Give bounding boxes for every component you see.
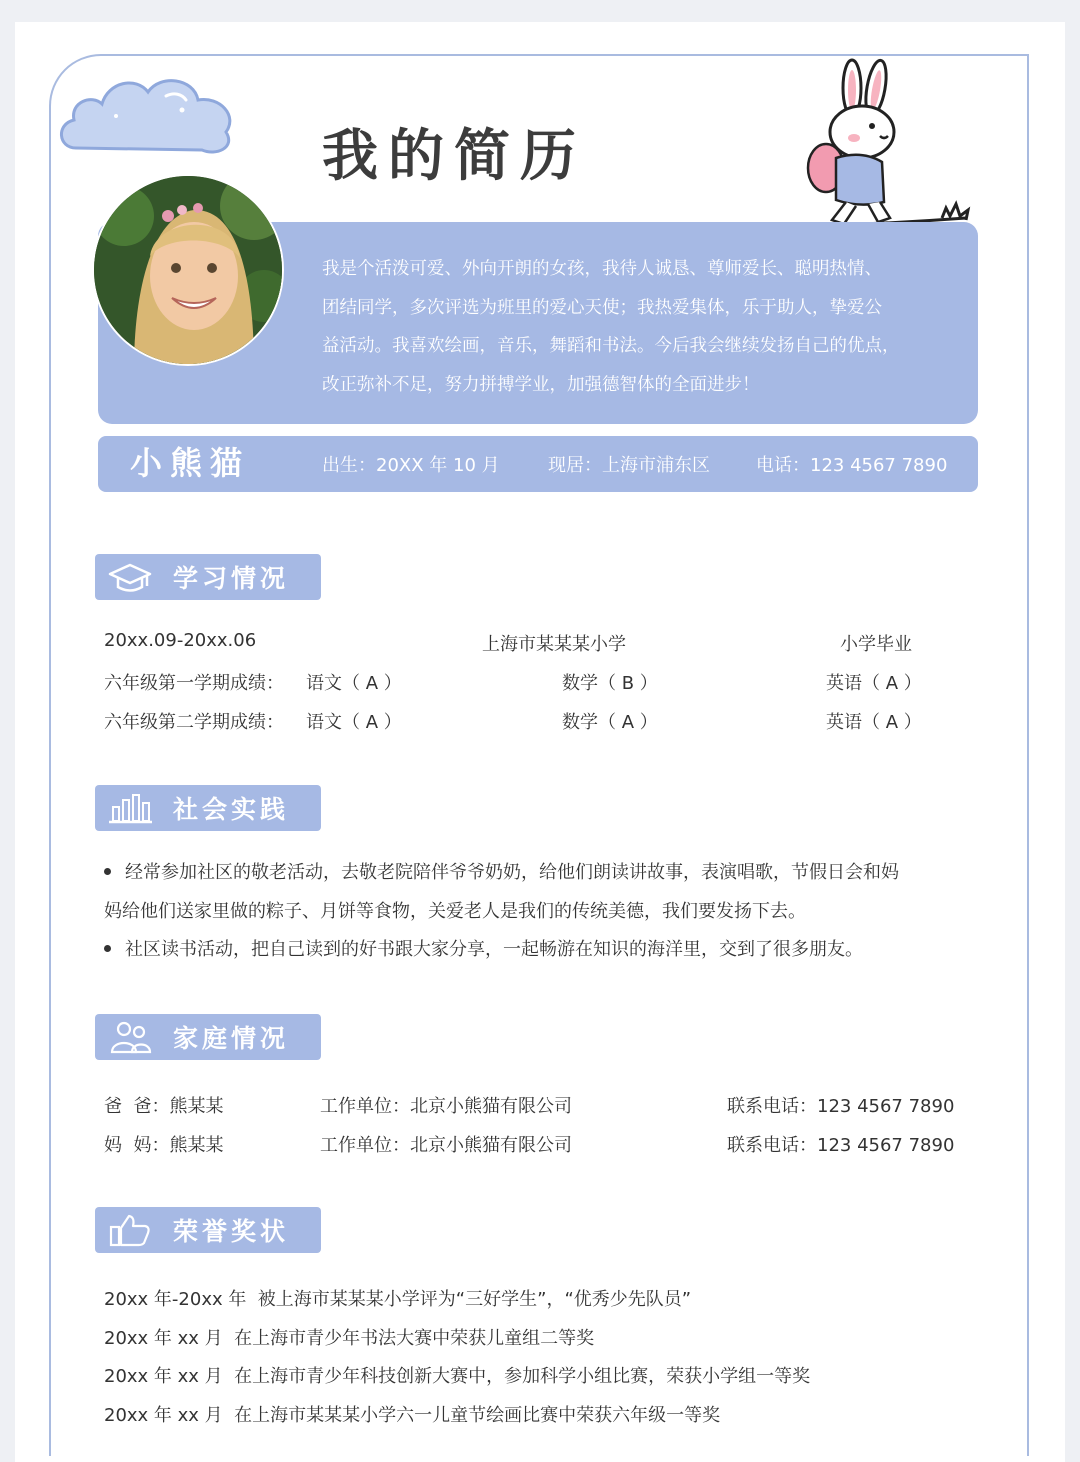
grade-chinese: 语文（ A ） — [306, 712, 402, 733]
honor-item: 20xx 年-20xx 年 被上海市某某某小学评为“三好学生”，“优秀少先队员” — [104, 1289, 692, 1310]
family-phone: 联系电话：123 4567 7890 — [727, 1135, 955, 1156]
intro-line: 我是个活泼可爱、外向开朗的女孩，我待人诚恳、尊师爱长、聪明热情、 — [322, 259, 882, 279]
birth-info: 出生：20XX 年 10 月 — [322, 455, 500, 476]
section-title: 社会实践 — [173, 795, 290, 824]
practice-item — [104, 854, 974, 970]
section-header-study — [95, 554, 321, 600]
bullet-icon — [104, 868, 111, 875]
grade-math: 数学（ A ） — [562, 712, 658, 733]
honor-item: 20xx 年 xx 月 在上海市青少年科技创新大赛中，参加科学小组比赛，荣获小学组一等奖 — [104, 1366, 811, 1387]
rabbit-icon — [796, 58, 978, 236]
thumbs-up-icon — [107, 1213, 153, 1247]
grade-chinese: 语文（ A ） — [306, 673, 402, 694]
intro-line: 团结同学，多次评选为班里的爱心天使；我热爱集体，乐于助人，挚爱公 — [322, 297, 882, 318]
term-label: 六年级第二学期成绩： — [104, 712, 284, 733]
section-title: 学习情况 — [173, 564, 290, 593]
grade-english: 英语（ A ） — [826, 673, 922, 694]
section-title: 荣誉奖状 — [173, 1217, 290, 1246]
family-phone: 联系电话：123 4567 7890 — [727, 1096, 955, 1117]
residence-info: 现居：上海市浦东区 — [548, 455, 710, 476]
people-icon — [107, 1020, 153, 1054]
page-title: 我的简历 — [322, 124, 586, 189]
section-header-honors — [95, 1207, 321, 1253]
grade-english: 英语（ A ） — [826, 712, 922, 733]
student-name: 小熊猫 — [130, 444, 251, 482]
section-title: 家庭情况 — [173, 1024, 290, 1053]
bullet-icon — [104, 945, 111, 952]
cloud-icon — [56, 68, 240, 160]
intro-line: 益活动。我喜欢绘画，音乐，舞蹈和书法。今后我会继续发扬自己的优点， — [322, 336, 900, 357]
family-work: 工作单位：北京小熊猫有限公司 — [320, 1135, 572, 1156]
girl-portrait-icon — [94, 176, 284, 366]
honor-item: 20xx 年 xx 月 在上海市青少年书法大赛中荣获儿童组二等奖 — [104, 1328, 595, 1349]
grade-math: 数学（ B ） — [562, 673, 658, 694]
family-role: 妈 妈：熊某某 — [104, 1135, 224, 1156]
self-introduction — [322, 250, 962, 405]
practice-text: 妈给他们送家里做的粽子、月饼等食物，关爱老人是我们的传统美德，我们要发扬下去。 — [104, 900, 806, 922]
graduation-cap-icon — [107, 560, 153, 594]
practice-text: 社区读书活动，把自己读到的好书跟大家分享，一起畅游在知识的海洋里，交到了很多朋友。 — [125, 939, 863, 960]
practice-text: 经常参加社区的敬老活动，去敬老院陪伴爷爷奶奶，给他们朗读讲故事，表演唱歌，节假日会和妈 — [125, 862, 899, 883]
bar-chart-icon — [107, 791, 153, 825]
term-label: 六年级第一学期成绩： — [104, 673, 284, 694]
school-name: 上海市某某某小学 — [482, 634, 626, 655]
profile-photo — [92, 174, 284, 366]
section-header-practice — [95, 785, 321, 831]
phone-info: 电话：123 4567 7890 — [756, 455, 948, 476]
family-work: 工作单位：北京小熊猫有限公司 — [320, 1096, 572, 1117]
section-header-family — [95, 1014, 321, 1060]
study-period: 20xx.09-20xx.06 — [104, 630, 257, 651]
family-role: 爸 爸：熊某某 — [104, 1096, 224, 1117]
honor-item: 20xx 年 xx 月 在上海市某某某小学六一儿童节绘画比赛中荣获六年级一等奖 — [104, 1405, 721, 1426]
graduation-status: 小学毕业 — [840, 634, 912, 655]
intro-line: 改正弥补不足，努力拼搏学业，加强德智体的全面进步！ — [322, 375, 760, 396]
